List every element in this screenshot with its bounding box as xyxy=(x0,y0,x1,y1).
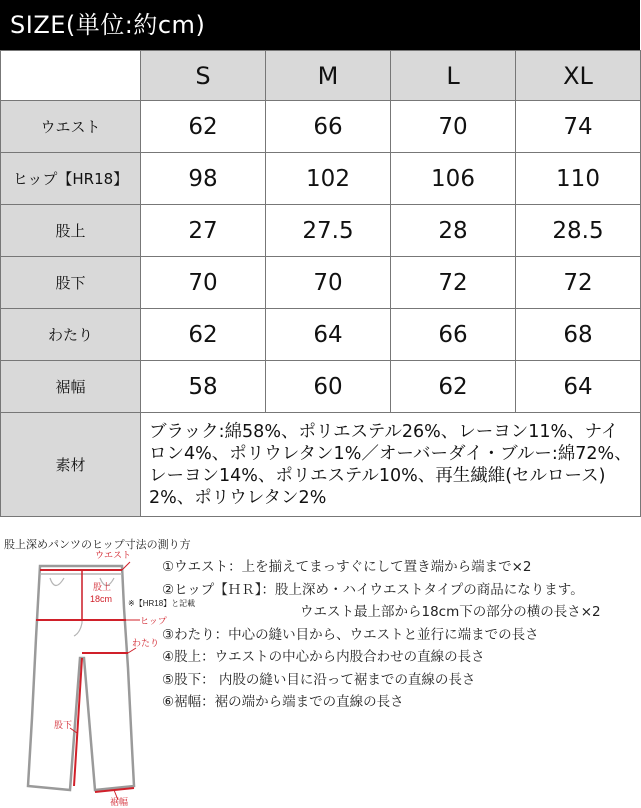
table-cell: 110 xyxy=(516,153,641,205)
table-cell: 62 xyxy=(391,361,516,413)
table-cell: 27 xyxy=(141,205,266,257)
table-row xyxy=(1,309,641,361)
size-header xyxy=(0,0,640,50)
label-rise: 股上 xyxy=(93,582,112,592)
size-header-title: SIZE(単位:約cm) xyxy=(10,11,206,39)
table-cell: 60 xyxy=(266,361,391,413)
pants-diagram xyxy=(0,548,196,808)
corner-cell xyxy=(1,51,141,101)
table-row xyxy=(1,361,641,413)
table-row xyxy=(1,257,641,309)
table-row xyxy=(1,153,641,205)
step-waist: ①ウエスト：上を揃えてまっすぐにして置き端から端まで×2 xyxy=(162,559,532,575)
size-header-row xyxy=(1,51,641,101)
label-rise-18cm: 18cm xyxy=(90,594,113,604)
table-cell: 64 xyxy=(516,361,641,413)
label-hr-note: ※【HR18】と記載 xyxy=(128,599,196,608)
table-cell: 28.5 xyxy=(516,205,641,257)
measure-steps xyxy=(162,556,638,714)
table-cell: 64 xyxy=(266,309,391,361)
step-rise: ④股上：ウエストの中心から内股合わせの直線の長さ xyxy=(162,649,485,665)
label-hip: ヒップ xyxy=(140,616,167,626)
table-cell: 70 xyxy=(391,101,516,153)
label-hem: 裾幅 xyxy=(110,797,129,807)
step-hem: ⑥裾幅：裾の端から端までの直線の長さ xyxy=(162,694,404,710)
step-thigh: ③わたり：中心の縫い目から、ウエストと並行に端までの長さ xyxy=(162,626,539,643)
label-thigh: わたり xyxy=(132,638,160,648)
table-cell: 58 xyxy=(141,361,266,413)
row-label-rise: 股上 xyxy=(1,205,141,257)
col-header-xl: XL xyxy=(516,51,641,101)
row-label-hip: ヒップ【HR18】 xyxy=(1,153,141,205)
row-label-waist: ウエスト xyxy=(1,101,141,153)
step-hip-detail: ウエスト最上部から18cm下の部分の横の長さ×2 xyxy=(300,604,601,620)
table-cell: 70 xyxy=(141,257,266,309)
table-cell: 66 xyxy=(266,101,391,153)
row-label-material: 素材 xyxy=(1,413,141,517)
material-text: ブラック:綿58%、ポリエステル26%、レーヨン11%、ナイロン4%、ポリウレタン1%／オーバーダイ・ブルー:綿72%、レーヨン14%、ポリエステル10%、再生繊維(セルロース)2%、ポリウレタン2% xyxy=(141,413,641,517)
label-inseam: 股下 xyxy=(54,720,73,730)
table-cell: 66 xyxy=(391,309,516,361)
step-hip: ②ヒップ【ＨＲ】：股上深め・ハイウエストタイプの商品になります。 xyxy=(162,581,584,598)
row-label-hem: 裾幅 xyxy=(1,361,141,413)
table-cell: 62 xyxy=(141,309,266,361)
material-row xyxy=(1,413,641,517)
row-label-inseam: 股下 xyxy=(1,257,141,309)
table-cell: 72 xyxy=(516,257,641,309)
table-row xyxy=(1,205,641,257)
table-cell: 70 xyxy=(266,257,391,309)
label-waist: ウエスト xyxy=(95,550,132,560)
table-cell: 102 xyxy=(266,153,391,205)
col-header-s: S xyxy=(141,51,266,101)
table-cell: 106 xyxy=(391,153,516,205)
col-header-l: L xyxy=(391,51,516,101)
thigh-leader-line xyxy=(128,648,136,653)
table-cell: 28 xyxy=(391,205,516,257)
row-label-thigh: わたり xyxy=(1,309,141,361)
table-cell: 74 xyxy=(516,101,641,153)
measure-guide-title: 股上深めパンツのヒップ寸法の測り方 xyxy=(4,538,191,551)
table-cell: 98 xyxy=(141,153,266,205)
step-inseam: ⑤股下： 内股の縫い目に沿って裾までの直線の長さ xyxy=(162,671,476,688)
table-cell: 62 xyxy=(141,101,266,153)
col-header-m: M xyxy=(266,51,391,101)
table-cell: 68 xyxy=(516,309,641,361)
table-cell: 27.5 xyxy=(266,205,391,257)
size-table xyxy=(0,50,641,517)
table-row xyxy=(1,101,641,153)
table-cell: 72 xyxy=(391,257,516,309)
